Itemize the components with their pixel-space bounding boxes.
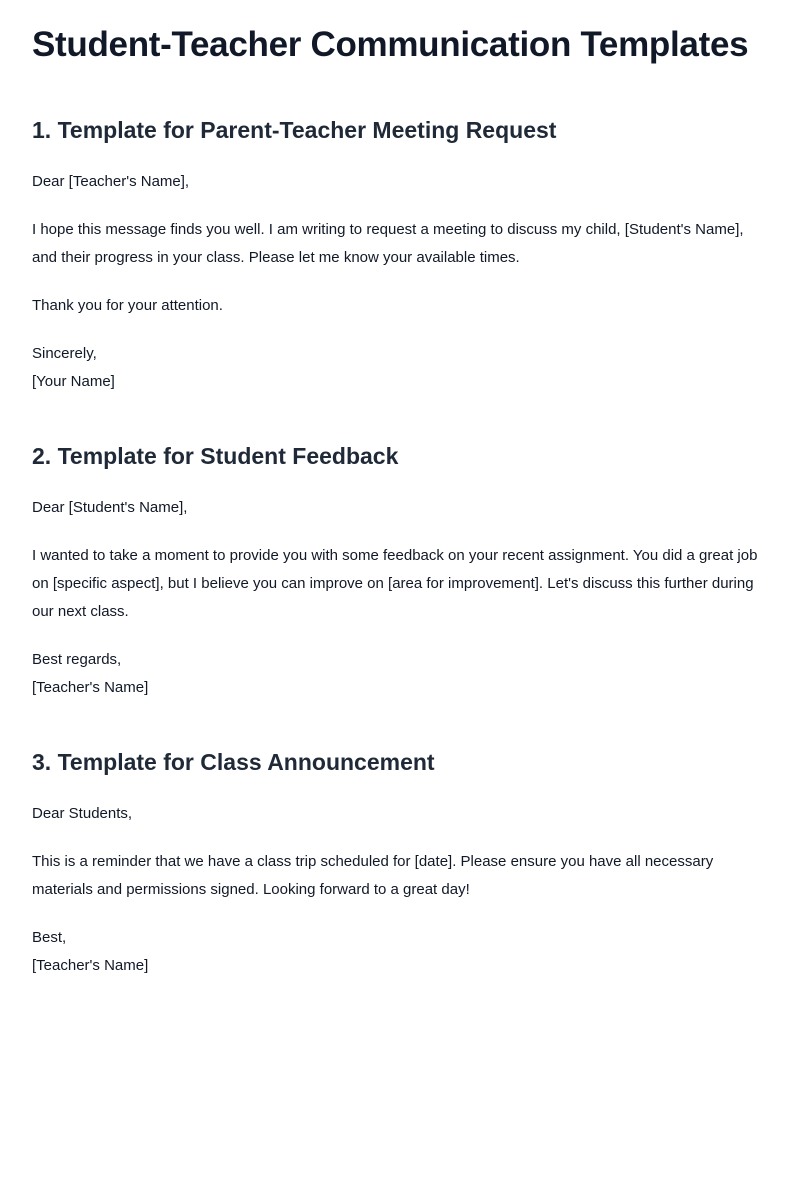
section-heading: 2. Template for Student Feedback bbox=[32, 443, 399, 469]
section-heading: 3. Template for Class Announcement bbox=[32, 749, 435, 775]
closing bbox=[32, 924, 768, 980]
signoff: Sincerely, bbox=[32, 345, 97, 362]
body-paragraph: This is a reminder that we have a class trip scheduled for [date]. Please ensure you have all necessary materials and permissions signed. Looking forward to a great day! bbox=[32, 853, 714, 898]
signature: [Teacher's Name] bbox=[32, 957, 149, 974]
closing bbox=[32, 340, 768, 396]
signature: [Teacher's Name] bbox=[32, 679, 149, 696]
signoff: Best, bbox=[32, 929, 67, 946]
body-paragraph: I wanted to take a moment to provide you with some feedback on your recent assignment. You did a great job on [specific aspect], but I believe you can improve on [area for improvement]. Let's discuss this further during our next class. bbox=[32, 547, 758, 620]
greeting: Dear Students, bbox=[32, 805, 133, 822]
greeting: Dear [Student's Name], bbox=[32, 499, 188, 516]
section-heading: 1. Template for Parent-Teacher Meeting Request bbox=[32, 117, 557, 143]
signoff: Best regards, bbox=[32, 651, 122, 668]
template-section-parent-meeting bbox=[32, 114, 768, 396]
closing bbox=[32, 646, 768, 702]
template-section-class-announcement bbox=[32, 746, 768, 980]
template-section-student-feedback bbox=[32, 440, 768, 702]
body-paragraph: I hope this message finds you well. I am writing to request a meeting to discuss my child, [Student's Name], and their progress in your class. Please let me know your available times. bbox=[32, 221, 744, 266]
body-paragraph: Thank you for your attention. bbox=[32, 297, 223, 314]
greeting: Dear [Teacher's Name], bbox=[32, 173, 190, 190]
signature: [Your Name] bbox=[32, 373, 115, 390]
page-title: Student-Teacher Communication Templates bbox=[32, 25, 749, 64]
